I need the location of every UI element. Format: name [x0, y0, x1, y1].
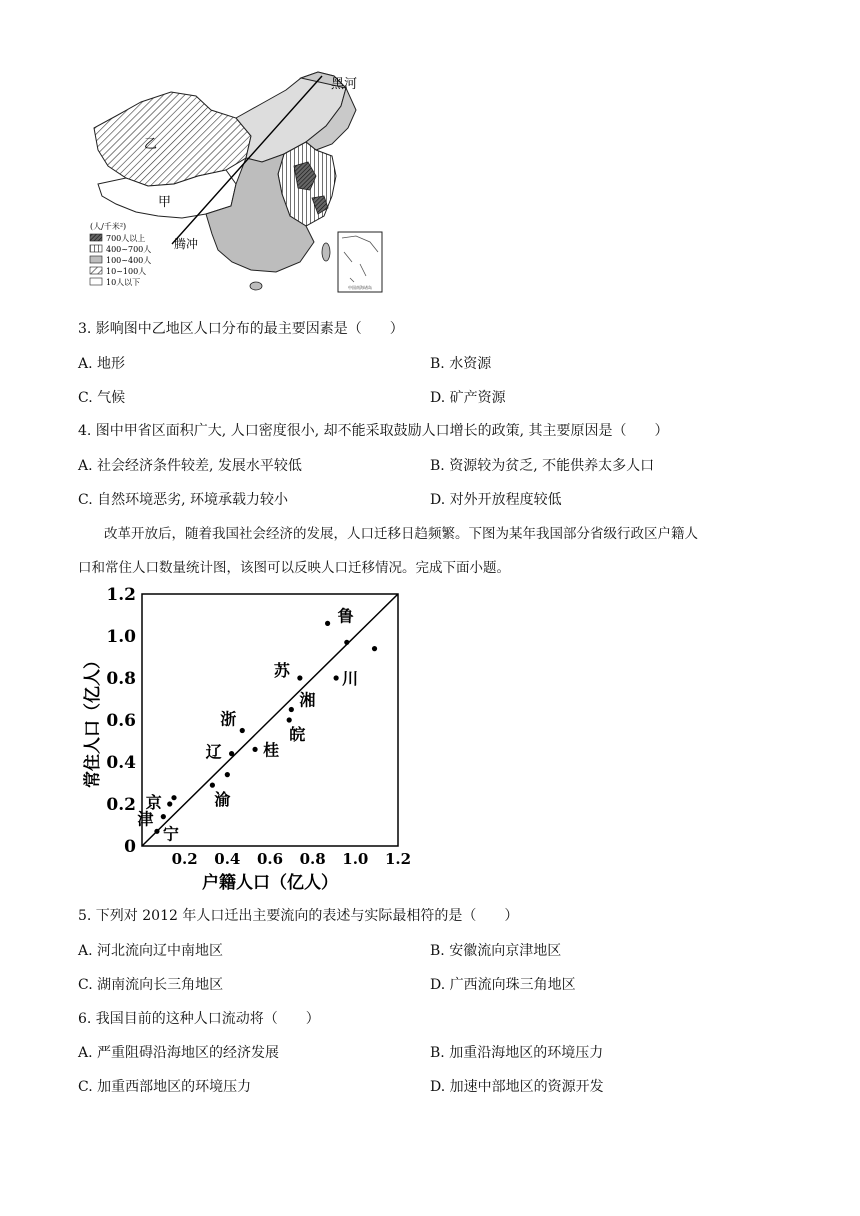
passage-line-1: 改革开放后，随着我国社会经济的发展，人口迁移日趋频繁。下图为某年我国部分省级行政区户籍人 [104, 526, 698, 542]
data-point [171, 795, 176, 800]
point-label: 宁 [162, 824, 179, 844]
x-tick-label: 0.6 [256, 850, 284, 868]
x-tick-label: 1.2 [384, 850, 412, 868]
q3-option-b[interactable]: B. 水资源 [430, 356, 492, 372]
label-tengchong: 腾冲 [174, 237, 199, 251]
point-label: 渝 [214, 790, 231, 810]
data-point [225, 772, 230, 777]
x-tick-label: 0.8 [299, 850, 326, 868]
question-3: 3. 影响图中乙地区人口分布的最主要因素是（ ） [78, 321, 404, 337]
data-point [344, 640, 349, 645]
q3-option-d[interactable]: D. 矿产资源 [430, 390, 506, 406]
y-tick-label: 0.2 [106, 795, 136, 815]
data-point [167, 801, 172, 806]
y-tick-label: 0.4 [106, 753, 136, 773]
q6-option-c[interactable]: C. 加重西部地区的环境压力 [78, 1079, 252, 1095]
data-point [229, 751, 234, 756]
legend-item-5: 10人以下 [106, 278, 141, 287]
region-north [236, 72, 346, 162]
q3-option-a[interactable]: A. 地形 [78, 356, 126, 372]
point-label: 京 [145, 793, 162, 812]
population-density-map [86, 66, 386, 302]
q5-option-b[interactable]: B. 安徽流向京津地区 [430, 943, 562, 959]
q6-option-a[interactable]: A. 严重阻碍沿海地区的经济发展 [78, 1045, 280, 1061]
point-label: 川 [342, 669, 359, 688]
q6-option-b[interactable]: B. 加重沿海地区的环境压力 [430, 1045, 604, 1061]
map-legend [90, 221, 151, 287]
data-point [372, 646, 377, 651]
label-heihe: 黑河 [331, 77, 358, 92]
point-label: 苏 [273, 661, 290, 680]
q4-option-b[interactable]: B. 资源较为贫乏, 不能供养太多人口 [430, 458, 655, 474]
legend-item-2: 400~700人 [106, 245, 152, 254]
point-label: 辽 [205, 742, 222, 762]
island-taiwan [322, 243, 330, 261]
q4-option-a[interactable]: A. 社会经济条件较差, 发展水平较低 [78, 458, 302, 474]
data-point [287, 717, 292, 722]
x-tick-label: 0.4 [214, 850, 241, 868]
point-label: 皖 [289, 725, 306, 744]
y-tick-label: 1.2 [106, 585, 136, 605]
data-point [154, 829, 159, 834]
inset-caption: 中国南海诸岛 [348, 285, 372, 290]
legend-item-3: 100~400人 [106, 256, 152, 265]
passage-line-2: 口和常住人口数量统计图，该图可以反映人口迁移情况。完成下面小题。 [78, 560, 510, 576]
data-point [240, 728, 245, 733]
legend-title: (人/千米²) [90, 222, 127, 231]
question-6: 6. 我国目前的这种人口流动将（ ） [78, 1011, 320, 1027]
question-5: 5. 下列对 2012 年人口迁出主要流向的表述与实际最相符的是（ ） [78, 908, 519, 924]
y-tick-label: 1.0 [106, 627, 136, 647]
question-4: 4. 图中甲省区面积广大, 人口密度很小, 却不能采取鼓励人口增长的政策, 其主要原因是（ ） [78, 423, 669, 439]
south-china-sea-inset [338, 232, 382, 292]
population-scatter-chart [76, 584, 422, 896]
point-label: 湘 [299, 690, 316, 710]
y-tick-label: 0.8 [106, 669, 136, 689]
x-tick-label: 1.0 [342, 850, 369, 868]
x-axis-label: 户籍人口（亿人） [202, 873, 338, 893]
data-point [161, 814, 166, 819]
data-point [297, 675, 302, 680]
legend-item-1: 700人以上 [106, 234, 146, 243]
point-label: 津 [137, 809, 154, 829]
data-point [210, 783, 215, 788]
label-yi: 乙 [144, 137, 158, 152]
y-tick-label: 0 [124, 837, 136, 857]
y-axis-label: 常住人口（亿人） [83, 652, 103, 788]
point-label: 鲁 [337, 606, 354, 626]
y-tick-label: 0.6 [106, 711, 136, 731]
label-jia: 甲 [158, 195, 172, 210]
point-label: 桂 [263, 740, 280, 760]
island-hainan [250, 282, 262, 290]
q4-option-c[interactable]: C. 自然环境恶劣, 环境承载力较小 [78, 492, 289, 508]
data-point [325, 621, 330, 626]
reference-line-y-equals-x [142, 594, 398, 846]
q6-option-d[interactable]: D. 加速中部地区的资源开发 [430, 1079, 604, 1095]
data-point [289, 707, 294, 712]
q5-option-c[interactable]: C. 湖南流向长三角地区 [78, 977, 224, 993]
x-tick-label: 0.2 [171, 850, 198, 868]
q5-option-a[interactable]: A. 河北流向辽中南地区 [78, 943, 224, 959]
q5-option-d[interactable]: D. 广西流向珠三角地区 [430, 977, 576, 993]
q3-option-c[interactable]: C. 气候 [78, 390, 126, 406]
q4-option-d[interactable]: D. 对外开放程度较低 [430, 492, 562, 508]
point-label: 浙 [220, 709, 237, 729]
data-point [252, 747, 257, 752]
data-point [334, 675, 339, 680]
legend-item-4: 10~100人 [106, 267, 147, 276]
